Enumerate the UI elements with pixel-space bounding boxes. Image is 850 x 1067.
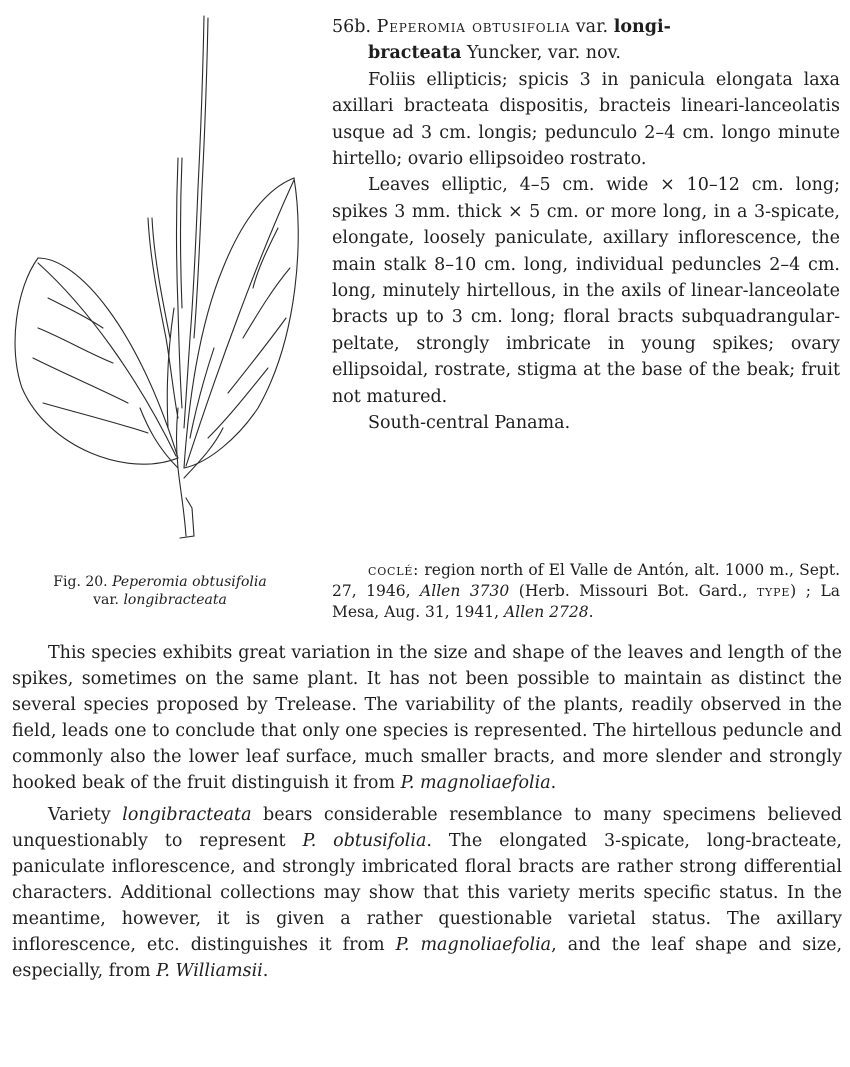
- spec-text-4: .: [588, 603, 594, 621]
- p2-species-3: P. Williamsii: [156, 961, 263, 981]
- entry-species-name: Peperomia obtusifolia: [376, 17, 571, 37]
- spec-text-3: ) ; La Mesa, Aug. 31, 1941,: [332, 582, 840, 621]
- spec-collector-1: Allen 3730: [420, 582, 510, 600]
- spec-text-1: region north of El Valle de Antón, alt. 1000 m., Sept. 27, 1946,: [332, 561, 840, 600]
- plant-illustration: [8, 8, 308, 568]
- entry-var: var.: [575, 17, 609, 37]
- p2-text-i: .: [262, 961, 269, 981]
- p2-variety: longibracteata: [122, 805, 252, 825]
- p2-text-c: bears considerable resemblance to many specimens believed unquestionably to represent: [12, 805, 842, 851]
- spec-type: type: [756, 582, 791, 600]
- entry-title-line2: [332, 40, 840, 66]
- figure-caption: [20, 573, 300, 609]
- species-entry: [332, 14, 840, 437]
- p2-text-a: Variety: [48, 805, 123, 825]
- caption-species: Peperomia obtusifolia: [112, 574, 267, 590]
- p1-text-a: This species exhibits great variation in the size and shape of the leaves and length of the spikes, sometimes on the same plant. It has not been possible to maintain as distinct the several species proposed by Trelease. The variability of the plants, readily observed in the field, leads one to conclude that only one species is represented. The hirtellous peduncle and commonly also the lower leaf surface, much smaller bracts, and more slender and strongly hooked beak of the fruit distinguish it from: [12, 643, 842, 793]
- plant-drawing: [8, 8, 308, 568]
- p1-species: P. magnoliaefolia: [400, 773, 551, 793]
- discussion-paragraph-2: [12, 802, 842, 984]
- entry-title: [332, 14, 840, 40]
- caption-var: var.: [93, 592, 119, 608]
- entry-variety-part2: bracteata: [368, 43, 462, 64]
- distribution: South-central Panama.: [368, 413, 571, 434]
- discussion: [12, 640, 842, 990]
- entry-author: Yuncker, var. nov.: [467, 43, 621, 64]
- caption-variety: longibracteata: [123, 592, 227, 608]
- spec-province: coclé:: [368, 561, 420, 579]
- spec-collector-2: Allen 2728: [503, 603, 589, 621]
- p2-text-g: , and the leaf shape and size, especially, from: [12, 935, 843, 981]
- latin-diagnosis: Foliis ellipticis; spicis 3 in panicula elongata laxa axillari bracteata dispositis, bracteis lineari-lanceolatis usque ad 3 cm. longis; pedunculo 2–4 cm. longo minute hirtello; ovario ellipsoideo rostrato.: [332, 69, 840, 170]
- spec-text-2: (Herb. Missouri Bot. Gard.,: [509, 582, 757, 600]
- p2-species-1: P. obtusifolia: [302, 831, 427, 851]
- discussion-paragraph-1: [12, 640, 842, 796]
- caption-prefix: Fig. 20.: [53, 574, 108, 590]
- p1-text-c: .: [550, 773, 557, 793]
- p2-species-2: P. magnoliaefolia: [395, 935, 552, 955]
- description: Leaves elliptic, 4–5 cm. wide × 10–12 cm. long; spikes 3 mm. thick × 5 cm. or more long, in a 3-spicate, elongate, loosely paniculate, axillary inflorescence, the main stalk 8–10 cm. long, individual peduncles 2–4 cm. long, minutely hirtellous, in the axils of linear-lanceolate bracts up to 3 cm. long; floral bracts subquadrangular-peltate, strongly imbricate in young spikes; ovary ellipsoidal, rostrate, stigma at the base of the beak; fruit not matured.: [332, 175, 840, 407]
- specimens-cited: [332, 560, 840, 623]
- entry-variety-part1: longi-: [613, 17, 671, 37]
- entry-number: 56b.: [332, 17, 372, 37]
- p2-text-e: . The elongated 3-spicate, long-bracteate, paniculate inflorescence, and strongly imbricated floral bracts are rather strong differential characters. Additional collections may show that this variety merits specific status. In the meantime, however, it is given a rather questionable varietal status. The axillary inflorescence, etc. distinguishes it from: [12, 831, 842, 955]
